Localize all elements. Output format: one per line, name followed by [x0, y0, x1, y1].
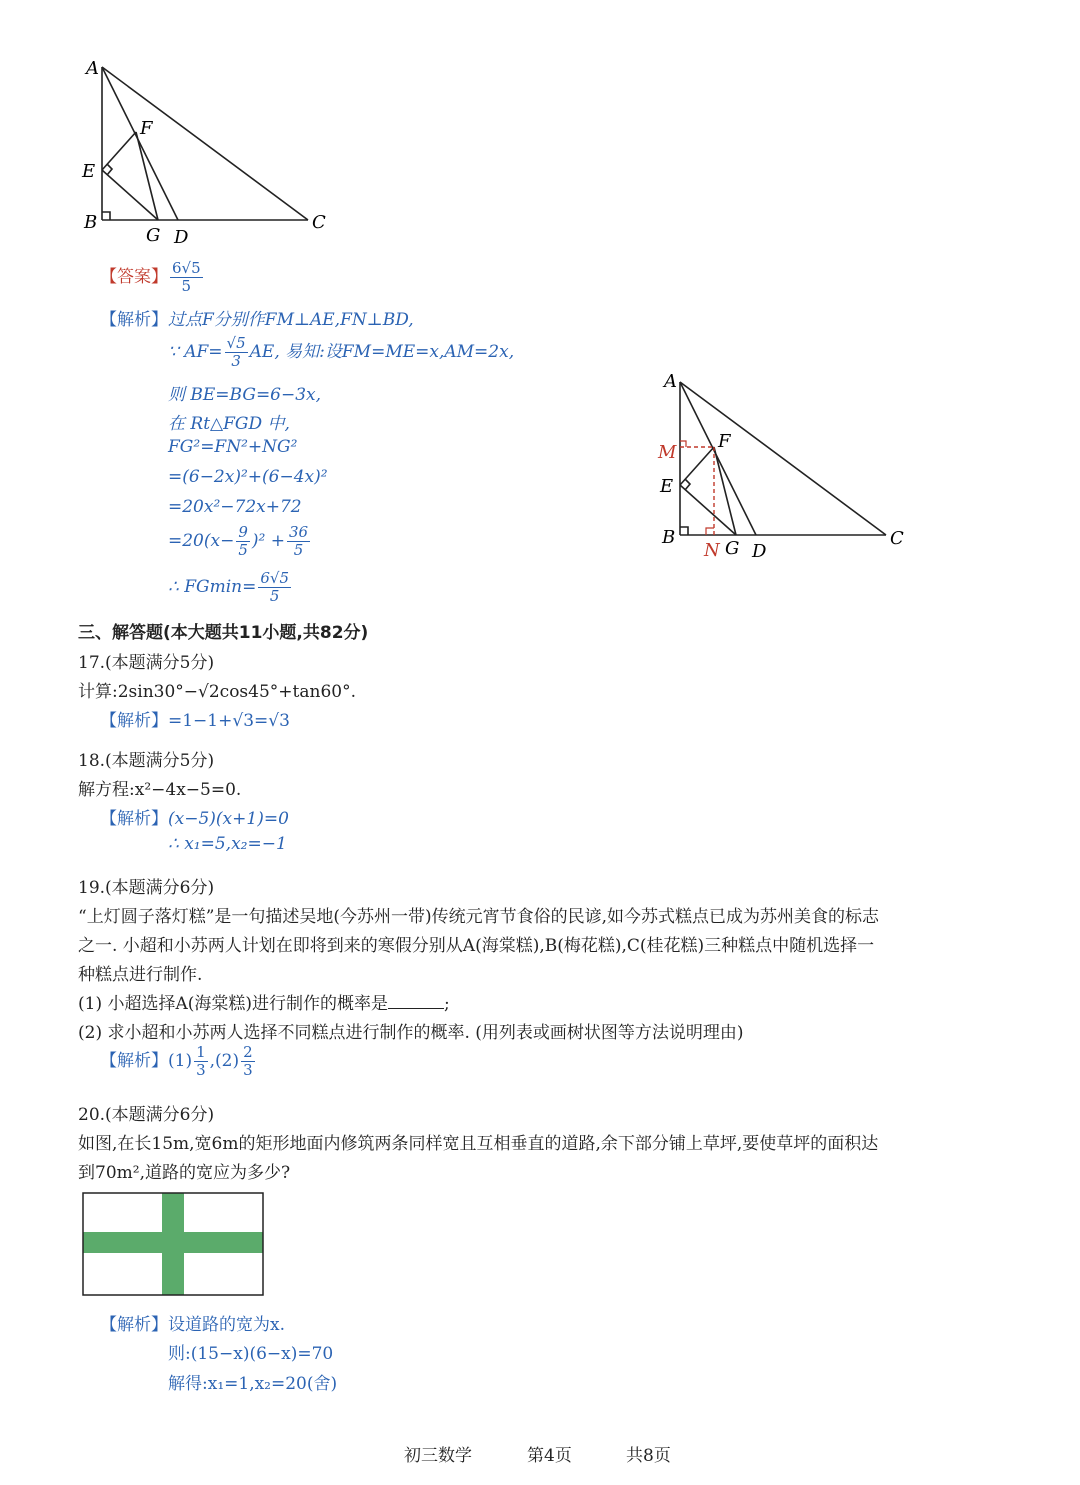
answer-tag: 【答案】: [100, 267, 168, 287]
fig1-label-a: A: [86, 58, 99, 79]
fig2-label-m: M: [658, 442, 677, 463]
q16-line8-num1: 9: [238, 523, 248, 541]
q19-paragraph-line1: “上灯圆子落灯糕”是一句描述吴地(今苏州一带)传统元宵节食俗的民谚,如今苏式糕点已成为苏州美食的标志: [78, 907, 880, 927]
q16-line2-num: √5: [226, 334, 246, 352]
q19-a1-fraction: [194, 1044, 208, 1079]
rectangle-road-figure: [82, 1192, 266, 1298]
q19-solution: [100, 1044, 257, 1079]
q16-line9-fraction: [258, 570, 291, 605]
q19-a2-pre: ,(2): [209, 1051, 240, 1071]
footer-subject: 初三数学: [404, 1446, 472, 1466]
q16-line8-den2: 5: [293, 541, 304, 559]
fig2-label-n: N: [704, 540, 720, 561]
q17-text: 计算:2sin30°−√2cos45°+tan60°.: [78, 682, 356, 702]
q16-analysis-line1: [100, 305, 414, 330]
fig1-label-d: D: [174, 227, 189, 248]
q16-line8-pre: =20(x−: [168, 531, 235, 551]
q16-line8-den1: 5: [238, 541, 248, 559]
q16-analysis-line4: 在 Rt△FGD 中,: [168, 414, 290, 434]
q16-answer-line: [100, 260, 205, 295]
fig2-label-g: G: [725, 538, 740, 559]
fig1-label-b: B: [84, 212, 98, 233]
analysis-tag: 【解析】: [100, 711, 168, 731]
q18-heading: 18.(本题满分5分): [78, 751, 215, 771]
q17-solution-text: =1−1+√3=√3: [168, 711, 290, 731]
vertical-road: [162, 1193, 184, 1295]
q20-solution-text1: 设道路的宽为x.: [168, 1315, 285, 1335]
answer-blank: [388, 994, 444, 1009]
q19-paragraph-line3: 种糕点进行制作.: [78, 965, 203, 985]
fig2-label-a: A: [664, 371, 677, 392]
q19-subquestion-1: [78, 989, 450, 1014]
fig1-label-e: E: [82, 161, 96, 182]
q19-subquestion-2: (2) 求小超和小苏两人选择不同糕点进行制作的概率. (用列表或画树状图等方法说明理由): [78, 1023, 744, 1043]
q19-a2-num: 2: [243, 1043, 253, 1061]
q16-line2-den: 3: [231, 352, 241, 370]
q16-analysis-line5: FG²=FN²+NG²: [168, 437, 298, 457]
q18-solution-text1: (x−5)(x+1)=0: [168, 809, 289, 829]
q16-line9-den: 5: [269, 587, 280, 605]
analysis-tag: 【解析】: [100, 809, 168, 829]
q19-a1-den: 3: [196, 1061, 206, 1079]
analysis-tag: 【解析】: [100, 1051, 168, 1071]
answer-numerator: 6√5: [172, 259, 201, 277]
footer-page-number: 第4页: [527, 1446, 572, 1466]
fig2-label-b: B: [662, 527, 676, 548]
q19-a2-den: 3: [243, 1061, 253, 1079]
q17-heading: 17.(本题满分5分): [78, 653, 215, 673]
q16-analysis-line9: [168, 570, 293, 605]
q16-line1-text: 过点F分别作FM⊥AE,FN⊥BD,: [168, 310, 414, 330]
analysis-tag: 【解析】: [100, 310, 168, 330]
q16-line2-fraction: [225, 335, 248, 370]
q16-line9-pre: ∴ FGmin=: [168, 577, 257, 597]
q16-line8-num2: 36: [289, 523, 309, 541]
q19-paragraph-line2: 之一. 小超和小苏两人计划在即将到来的寒假分别从A(海棠糕),B(梅花糕),C(桂花糕)三种糕点中随机选择一: [78, 936, 875, 956]
footer-total-pages: 共8页: [626, 1446, 671, 1466]
section-title: 三、解答题(本大题共11小题,共82分): [78, 623, 369, 643]
q20-solution-line2: 则:(15−x)(6−x)=70: [168, 1344, 334, 1364]
q20-paragraph-line2: 到70m²,道路的宽应为多少?: [78, 1163, 291, 1183]
q16-line9-num: 6√5: [260, 569, 290, 587]
q20-solution-line3: 解得:x₁=1,x₂=20(舍): [168, 1374, 338, 1394]
q17-solution: [100, 706, 290, 731]
q16-line2-pre: ∵ AF=: [168, 342, 223, 362]
q19-a2-fraction: [241, 1044, 255, 1079]
triangle-figure-1: [78, 55, 338, 250]
q19-a1-num: 1: [196, 1043, 206, 1061]
q16-line8-fraction2: [287, 524, 310, 559]
fig2-label-f: F: [718, 431, 731, 452]
fig1-label-f: F: [140, 118, 153, 139]
q16-analysis-line6: =(6−2x)²+(6−4x)²: [168, 467, 328, 487]
q19-q1-text: (1) 小超选择A(海棠糕)进行制作的概率是: [78, 994, 389, 1014]
answer-denominator: 5: [181, 277, 192, 295]
q19-heading: 19.(本题满分6分): [78, 878, 215, 898]
answer-fraction: [170, 260, 203, 295]
q18-solution-line2: ∴ x₁=5,x₂=−1: [168, 834, 287, 854]
fig2-label-e: E: [660, 476, 674, 497]
q20-solution-line1: [100, 1310, 285, 1335]
q16-analysis-line2: [168, 335, 514, 370]
analysis-tag: 【解析】: [100, 1315, 168, 1335]
fig1-label-c: C: [312, 212, 326, 233]
fig2-label-c: C: [890, 528, 904, 549]
q16-analysis-line7: =20x²−72x+72: [168, 497, 302, 517]
q19-a1-pre: (1): [168, 1051, 193, 1071]
q16-line8-fraction1: [236, 524, 250, 559]
q16-line2-post: AE, 易知:设FM=ME=x,AM=2x,: [249, 342, 515, 362]
q19-q1-post: ;: [444, 994, 450, 1014]
fig1-label-g: G: [146, 225, 161, 246]
q18-text: 解方程:x²−4x−5=0.: [78, 780, 242, 800]
q20-heading: 20.(本题满分6分): [78, 1105, 215, 1125]
fig2-label-d: D: [752, 541, 767, 562]
q16-analysis-line8: [168, 524, 312, 559]
q20-paragraph-line1: 如图,在长15m,宽6m的矩形地面内修筑两条同样宽且互相垂直的道路,余下部分铺上草坪,要使草坪的面积达: [78, 1134, 879, 1154]
q16-analysis-line3: 则 BE=BG=6−3x,: [168, 385, 322, 405]
q18-solution-line1: [100, 804, 289, 829]
q16-line8-mid: )² +: [251, 531, 285, 551]
triangle-figure-2: [652, 370, 917, 565]
